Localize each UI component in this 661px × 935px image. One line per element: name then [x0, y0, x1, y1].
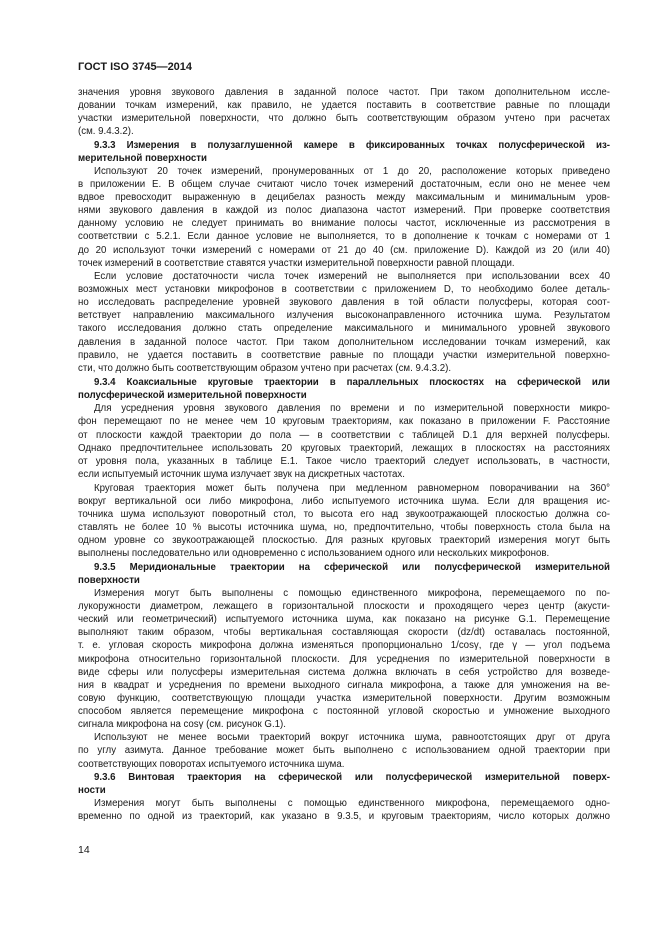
text-line: 9.3.3 Измерения в полузаглушенной камере в фиксированных точках полусферической из- — [94, 139, 610, 151]
text-line: по углу азимута. Данное требование может быть выполнено с использованием одной траектории при — [78, 745, 610, 757]
text-line: Измерения могут быть выполнены с помощью единственного микрофона, перемещаемого одно- — [94, 797, 610, 809]
text-line: соответствующих поворотах испытуемого источника шума. — [78, 758, 345, 770]
text-line: такого исследования должно стать определение максимального и минимального уровней звукового — [78, 323, 610, 335]
text-line: вокруг вертикальной оси либо микрофона, либо испытуемого источника шума. Если для вращения ис- — [78, 495, 610, 507]
text-line: Используют не менее восьми траекторий вокруг источника шума, равноотстоящих друг от друга — [94, 732, 610, 744]
text-line: участки измерительной поверхности, что должно быть соответствующим образом учтено при расчетах — [78, 113, 610, 125]
text-line: если испытуемый источник шума излучает звук на дискретных частотах. — [78, 468, 405, 480]
text-line: 9.3.5 Меридиональные траектории на сферической или полусферической измерительной — [94, 561, 610, 573]
text-line: данному условию не следует принимать во внимание полосы частот, исключенные из рассмотрения в — [78, 218, 610, 230]
text-line: нями звукового давления в каждой из полос диапазона частот измерений. При проверке соответствия — [78, 205, 610, 217]
text-line: т. е. угловая скорость микрофона должна изменяться пропорционально 1/cosγ, где γ — угол подъема — [78, 640, 610, 652]
text-line: фон перемещают по не менее чем 10 круговым траекториям, как показано в приложении F. Расстояние — [78, 416, 610, 428]
text-line: Если условие достаточности числа точек измерений не выполняется при использовании всех 40 — [94, 270, 610, 282]
text-line: до 20 используют точки измерений с номерами от 21 до 40 (см. приложение D). Каждой из 20 (или 40) — [78, 244, 610, 256]
text-line: полусферической измерительной поверхности — [78, 390, 307, 402]
text-line: Для усреднения уровня звукового давления по времени и по измерительной поверхности микро- — [94, 403, 610, 415]
text-line: вдвое превосходит выраженную в децибелах разность между максимальным и минимальным уров- — [78, 192, 610, 203]
text-line: возможных мест установки микрофонов в соответствии с приложением D, то необходимо более деталь- — [78, 283, 610, 295]
text-line: Круговая траектория может быть получена при медленном равномерном поворачивании на 360° — [94, 482, 610, 494]
text-line: Однако предпочтительнее использовать 20 круговых траекторий, лежащих в плоскостях на расстояниях — [78, 442, 610, 454]
text-line: Измерения могут быть выполнены с помощью единственного микрофона, перемещаемого по по- — [94, 587, 610, 599]
text-line: но исследовать распределение уровней звукового давления в той области полусферы, которая соот- — [78, 297, 610, 309]
text-line: совую функцию, соответствующую площади участка измерительной поверхности. Другим возможным — [78, 692, 610, 704]
text-line: мерительной поверхности — [78, 152, 207, 164]
text-line: 9.3.4 Коаксиальные круговые траектории в параллельных плоскостях на сферической или — [94, 377, 610, 388]
text-line: правило, не удается поставить в соответствие равные по площади участки измерительной поверхно- — [78, 349, 610, 361]
text-line: ности — [78, 784, 106, 796]
text-line: 9.3.6 Винтовая траектория на сферической или полусферической измерительной поверх- — [94, 771, 610, 783]
text-line: от уровня пола, указанных в таблице Е.1. Такое число траекторий следует использовать, в частности, — [78, 455, 610, 467]
text-line: от плоскости каждой траектории до пола — в соответствии с таблицей D.1 для верхней полусферы. — [78, 429, 610, 441]
text-line: в приложении Е. В общем случае считают число точек измерений достаточным, если оно не менее чем — [78, 178, 610, 190]
text-line: выполняют таким образом, чтобы вертикальная составляющая скорости (dz/dt) оставалась постоянной, — [78, 627, 610, 639]
text-line: поверхности — [78, 574, 140, 586]
text-line: (см. 9.4.3.2). — [78, 126, 134, 138]
text-line: давления в заданной полосе частот. При таком дополнительном исследовании точкам измерений, как — [78, 336, 610, 348]
text-line: сти, что должно быть соответствующим образом учтено при расчетах (см. 9.4.3.2). — [78, 362, 452, 374]
text-line: способом является перемещение микрофона с постоянной угловой скоростью и умножение выходного — [78, 706, 610, 717]
text-line: сигнала микрофона на cosγ (см. рисунок G.1). — [78, 719, 286, 731]
text-line: значения уровня звукового давления в заданной полосе частот. При таком дополнительном иссле- — [78, 87, 610, 98]
standard-header: ГОСТ ISO 3745—2014 — [78, 61, 193, 73]
text-line: точника шума используют поворотный стол, то высота его над звукоотражающей плоскостью должна со- — [78, 509, 610, 521]
page-number: 14 — [78, 844, 90, 856]
text-line: ческий или геометрический) испытуемого источника шума, как показано на рисунке G.1. Перемещение — [78, 614, 610, 626]
text-line: временно по одной из траекторий, как указано в 9.3.5, и круговым траекториям, число которых должно — [78, 811, 610, 822]
text-line: виде сферы или полусферы измерительная система должна включать в себя устройство для возведе- — [78, 666, 610, 678]
text-line: довании точкам измерений, как правило, не удается поставить в соответствие равные по площади — [78, 100, 610, 112]
text-line: ния в квадрат и усреднения по времени выходного сигнала микрофона, а также для умножения на ве- — [78, 679, 610, 691]
text-line: лукоружности диаметром, лежащего в горизонтальной плоскости и проходящего через центр (акусти- — [78, 601, 610, 612]
text-line: соответствии с 5.2.1. Если данное условие не выполняется, то в дополнение к точкам с номерами от 1 — [78, 231, 610, 243]
text-line: выполнены последовательно или одновременно с использованием одного или нескольких микрофонов. — [78, 548, 550, 560]
text-line: одном уровне со звукоотражающей плоскостью. Для разных круговых траекторий измерения могут быть — [78, 535, 610, 547]
text-line: ставлять не более 10 % высоты источника шума, но, предпочтительно, чтобы поверхность стола была на — [78, 522, 610, 534]
text-line: ветствует направлению максимального излучения высоконаправленного источника шума. Результатом — [78, 310, 610, 322]
text-line: микрофона относительно горизонтальной плоскости. Для усреднения по измерительной поверхности в — [78, 653, 610, 665]
text-line: точек измерений в соответствие ставятся участки измерительной поверхности равной площади. — [78, 257, 515, 269]
text-line: Используют 20 точек измерений, пронумерованных от 1 до 20, расположение которых приведено — [94, 165, 610, 177]
